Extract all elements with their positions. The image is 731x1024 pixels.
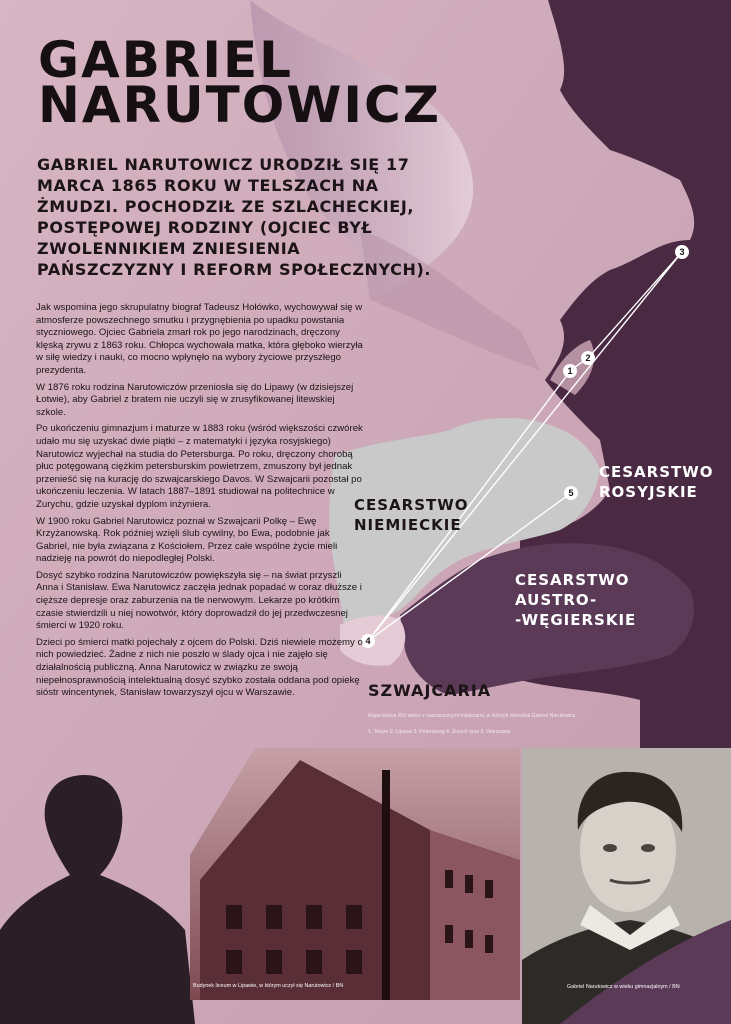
caption-line: 1. Telsze 2. Lipawa 3. Petersburg 4. Zurych oraz 5. Warszawa <box>368 729 511 735</box>
svg-text:4: 4 <box>365 636 371 646</box>
label-line: NIEMIECKIE <box>354 516 462 534</box>
svg-text:5: 5 <box>568 488 574 498</box>
map-marker-1 <box>563 364 577 378</box>
biography-text <box>36 302 364 704</box>
title-line: NARUTOWICZ <box>38 76 441 134</box>
paragraph: Dosyć szybko rodzina Narutowiczów powiększyła się – na świat przyszli Anna i Stanisław. Ewa Narutowicz zaczęła jednak popadać w coraz dłuższe i cięższe depresje oraz zaburzenia na tle nerwowym. Lekarze po krótkim czasie stwierdzili u niej nowotwór, który doprowadził do jej przedwczesnej śmierci w 1920 roku. <box>36 569 362 632</box>
svg-text:3: 3 <box>679 247 685 257</box>
lead-paragraph: GABRIEL NARUTOWICZ URODZIŁ SIĘ 17 MARCA 1865 ROKU W TELSZACH NA ŻMUDZI. POCHODZIŁ ZE SZLACHECKIEJ, POSTĘPOWEJ RODZINY (OJCIEC BYŁ ZWOLENNIKIEM ZNIESIENIA PAŃSZCZYZNY I REFORM SPOŁECZNYCH). <box>37 155 432 279</box>
svg-text:2: 2 <box>585 353 591 363</box>
paragraph: W 1900 roku Gabriel Narutowicz poznał w Szwajcarii Polkę – Ewę Krzyżanowską. Rok później wzięli ślub cywilny, bo Ewa, podobnie jak Gabriel, nie była związana z Kościołem. Przez całe wspólne życie mieli nadzieję na powrót do niepodległej Polski. <box>36 515 338 565</box>
svg-text:1: 1 <box>567 366 573 376</box>
label-line: AUSTRO- <box>515 591 598 609</box>
paragraph: W 1876 roku rodzina Narutowiczów przeniosła się do Lipawy (w dzisiejszej Łotwie), aby Gabriel z bratem nie uczyli się w zrusyfikowanej litewskiej szkole. <box>36 381 354 418</box>
paragraph: Dzieci po śmierci matki pojechały z ojcem do Polski. Dziś niewiele możemy o nich powiedzieć. Żadne z nich nie poszło w ślady ojca i nie zajęło się działalnością publiczną. Anna Narutowicz w związku ze swoją niepełnosprawnością intelektualną dosyć szybko została oddana pod opiekę sióstr wincentynek, Stanisław towarzyszył ojcu w Warszawie. <box>36 636 363 699</box>
map-label-switzerland: SZWAJCARIA <box>368 681 492 700</box>
map-label-austria-hungary <box>515 570 636 630</box>
map-marker-3 <box>675 245 689 259</box>
portrait-photo-caption: Gabriel Narutowicz w wieku gimnazjalnym / BN <box>567 984 680 990</box>
school-photo <box>190 748 520 1000</box>
title-line: GABRIEL <box>38 31 293 89</box>
label-line: CESARSTWO <box>354 496 469 514</box>
label-line: CESARSTWO <box>599 463 714 481</box>
map-marker-5 <box>564 486 578 500</box>
label-line: CESARSTWO <box>515 571 630 589</box>
map-label-germany <box>354 495 469 535</box>
map-caption <box>368 712 648 744</box>
label-line: ROSYJSKIE <box>599 483 698 501</box>
caption-line: Mapa końca XIX wieku z zaznaczonymi miejscami, w których mieszkał Gabriel Narutowicz <box>368 713 576 719</box>
label-line: -WĘGIERSKIE <box>515 611 637 629</box>
paragraph: Po ukończeniu gimnazjum i maturze w 1883 roku (wśród większości czwórek udało mu się uzyskać dwie piątki – z matematyki i języka rosyjskiego) Narutowicz wyjechał na studia do Petersburga. Po roku, dręczony chorobą płuc potęgowaną ciężkim petersburskim powietrzem, zmuszony był jednak przenieść się na kurację do szwajcarskiego Davos. W Szwajcarii pozostał po ukończeniu leczenia. W latach 1887–1891 studiował na politechnice w Zurychu, gdzie uzyskał dyplom inżyniera. <box>36 423 363 510</box>
map-label-russia <box>599 462 714 502</box>
map-marker-2 <box>581 351 595 365</box>
page-title <box>38 31 441 134</box>
school-photo-caption: Budynek liceum w Lipawie, w którym uczył się Narutowicz / BN <box>193 983 344 989</box>
paragraph: Jak wspomina jego skrupulatny biograf Tadeusz Hołówko, wychowywał się w atmosferze powszechnego smutku i przygnębienia po upadku powstania styczniowego. Ojciec Gabriela zmarł rok po jego narodzinach, dręczony klęską zrywu z 1863 roku. Chłopca wychowała matka, która głęboko wierzyła w siłę wiedzy i nauki, co mocno wpłynęło na wybory życiowe przyszłego prezydenta. <box>36 302 363 376</box>
